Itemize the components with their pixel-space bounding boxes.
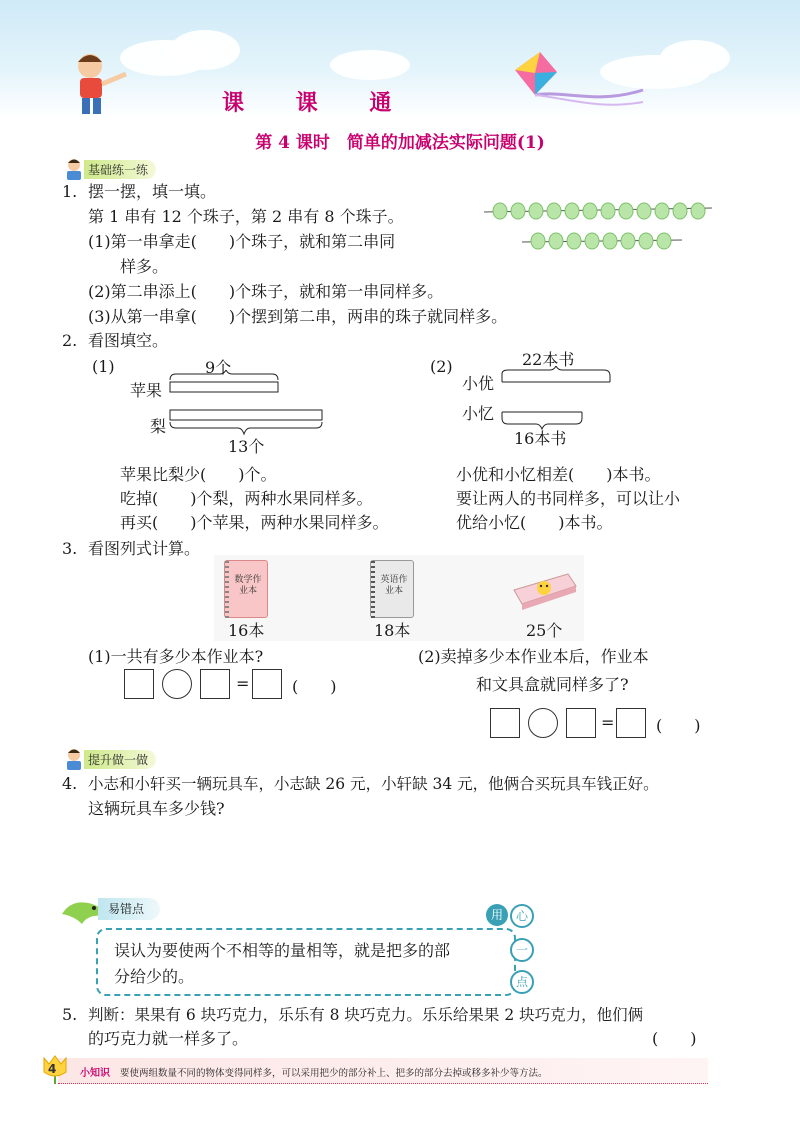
footer-tip-text: 要使两组数量不同的物体变得同样多，可以采用把少的部分补上、把多的部分去掉或移多补少等方法。 xyxy=(120,1068,548,1079)
bead-strings-figure xyxy=(482,198,714,256)
q3-sub1-number-box-2[interactable] xyxy=(200,669,230,699)
bead-strings xyxy=(482,198,714,256)
bead xyxy=(673,203,687,219)
boy-illustration xyxy=(60,48,130,118)
tip-side-badges xyxy=(490,902,534,998)
bead xyxy=(657,233,671,249)
q3-sub2-result-box[interactable] xyxy=(616,708,646,738)
q2-p2-line1: 小优和小忆相差( )本书。 xyxy=(456,465,661,484)
bead xyxy=(493,203,507,219)
q3-item2-count: 18本 xyxy=(374,621,411,640)
q2-p1-pear-label: 梨 xyxy=(150,417,167,436)
bead xyxy=(655,203,669,219)
q2-number: 2. xyxy=(62,331,78,350)
q2-title: 看图填空。 xyxy=(88,331,169,350)
q3-sub1-number-box-1[interactable] xyxy=(124,669,154,699)
q5-line1: 判断：果果有 6 块巧克力，乐乐有 8 块巧克力。乐乐给果果 2 块巧克力，他们俩 xyxy=(88,1006,644,1024)
q2-p2-bar-diagram xyxy=(500,366,620,430)
page-number: 4 xyxy=(48,1062,57,1076)
math-notebook-image xyxy=(224,560,268,618)
english-notebook-cover: 英语作业本 xyxy=(380,575,408,596)
q5-answer-blank[interactable]: ( ) xyxy=(652,1029,697,1048)
book-title: 课 课 通 xyxy=(222,90,414,116)
footer-tip-label: 小知识 xyxy=(80,1068,110,1079)
q3-sub2-line1: (2)卖掉多少本作业本后，作业本 xyxy=(418,647,649,666)
q4-number: 4. xyxy=(62,774,78,793)
q2-p1-line3: 再买( )个苹果，两种水果同样多。 xyxy=(120,513,389,532)
bead xyxy=(691,203,705,219)
bead xyxy=(531,233,545,249)
q4-line2: 这辆玩具车多少钱? xyxy=(88,799,225,818)
q3-sub1-result-box[interactable] xyxy=(252,669,282,699)
q2-p1-bar-diagram xyxy=(168,370,328,438)
q2-p1-apple-label: 苹果 xyxy=(130,381,163,400)
q1-title: 摆一摆，填一填。 xyxy=(88,182,217,201)
tip-line2: 分给少的。 xyxy=(114,967,195,986)
section-tag-label: 基础练一练 xyxy=(84,160,156,179)
q3-sub1-equals: = xyxy=(236,674,250,693)
bead xyxy=(639,233,653,249)
q1-sub1-line2: 样多。 xyxy=(120,257,169,276)
bead xyxy=(549,233,563,249)
q1-sub2: (2)第二串添上( )个珠子，就和第一串同样多。 xyxy=(88,282,444,301)
q3-sub2-equals: = xyxy=(601,713,615,732)
q2-p1-line1: 苹果比梨少( )个。 xyxy=(120,465,277,484)
tip-side-3: 一 xyxy=(510,938,534,962)
q2-p1-top-count: 9个 xyxy=(205,358,232,377)
section-tag-basic xyxy=(62,158,156,180)
bead xyxy=(565,203,579,219)
bead xyxy=(567,233,581,249)
section-tag-advance xyxy=(62,748,156,770)
q2-p2-label: (2) xyxy=(430,357,453,376)
q3-sub2-number-box-1[interactable] xyxy=(490,708,520,738)
bead xyxy=(529,203,543,219)
q3-sub2-number-box-2[interactable] xyxy=(566,708,596,738)
bead xyxy=(585,233,599,249)
q2-p1-line2: 吃掉( )个梨，两种水果同样多。 xyxy=(120,489,373,508)
bead xyxy=(603,233,617,249)
tip-side-2: 心 xyxy=(510,904,534,928)
q2-p2-line3: 优给小忆( )本书。 xyxy=(456,513,613,532)
tip-tag: 易错点 xyxy=(98,898,160,920)
math-notebook-cover: 数学作业本 xyxy=(234,575,262,596)
english-notebook-image xyxy=(370,560,414,618)
q3-sub1-operator-circle[interactable] xyxy=(162,669,192,699)
q2-p2-a-label: 小优 xyxy=(462,374,495,393)
kite-illustration xyxy=(505,50,645,110)
tip-side-1: 用 xyxy=(486,904,508,926)
q3-sub2-operator-circle[interactable] xyxy=(528,708,558,738)
q3-sub2-line2: 和文具盒就同样多了? xyxy=(476,675,629,694)
q2-p1-label: (1) xyxy=(92,357,115,376)
q2-p2-top-count: 22本书 xyxy=(522,350,575,369)
q3-sub1-unit-blank[interactable]: ( ) xyxy=(292,677,337,696)
section-tag-label: 提升做一做 xyxy=(84,750,156,769)
q3-number: 3. xyxy=(62,539,78,558)
q5-line2: 的巧克力就一样多了。 xyxy=(88,1029,249,1048)
q2-p2-line2: 要让两人的书同样多，可以让小 xyxy=(456,489,681,508)
bead xyxy=(601,203,615,219)
q1-sub1-line1: (1)第一串拿走( )个珠子，就和第二串同 xyxy=(88,232,396,251)
student-icon xyxy=(62,748,86,770)
pencil-case-image xyxy=(510,570,580,610)
q1-number: 1. xyxy=(62,182,78,201)
bead xyxy=(583,203,597,219)
student-icon xyxy=(62,158,86,180)
q3-item3-count: 25个 xyxy=(526,621,563,640)
q2-p2-bottom-count: 16本书 xyxy=(514,429,567,448)
q2-p1-bottom-count: 13个 xyxy=(228,437,265,456)
bead xyxy=(619,203,633,219)
bead xyxy=(511,203,525,219)
tip-side-4: 点 xyxy=(510,970,534,994)
q3-item1-count: 16本 xyxy=(228,621,265,640)
bead xyxy=(621,233,635,249)
q1-given: 第 1 串有 12 个珠子，第 2 串有 8 个珠子。 xyxy=(88,207,404,226)
tip-line1: 误认为要使两个不相等的量相等，就是把多的部 xyxy=(114,941,451,960)
bead xyxy=(547,203,561,219)
lesson-title: 第 4 课时 简单的加减法实际问题(1) xyxy=(255,133,545,153)
q3-sub1: (1)一共有多少本作业本? xyxy=(88,647,264,666)
q4-line1: 小志和小轩买一辆玩具车，小志缺 26 元，小轩缺 34 元，他俩合买玩具车钱正好。 xyxy=(88,775,659,793)
q3-sub2-unit-blank[interactable]: ( ) xyxy=(656,716,701,735)
q5-number: 5. xyxy=(62,1005,78,1024)
q2-p2-b-label: 小忆 xyxy=(462,404,495,423)
q1-sub3: (3)从第一串拿( )个摆到第二串，两串的珠子就同样多。 xyxy=(88,307,508,326)
bead xyxy=(637,203,651,219)
q3-title: 看图列式计算。 xyxy=(88,539,201,558)
